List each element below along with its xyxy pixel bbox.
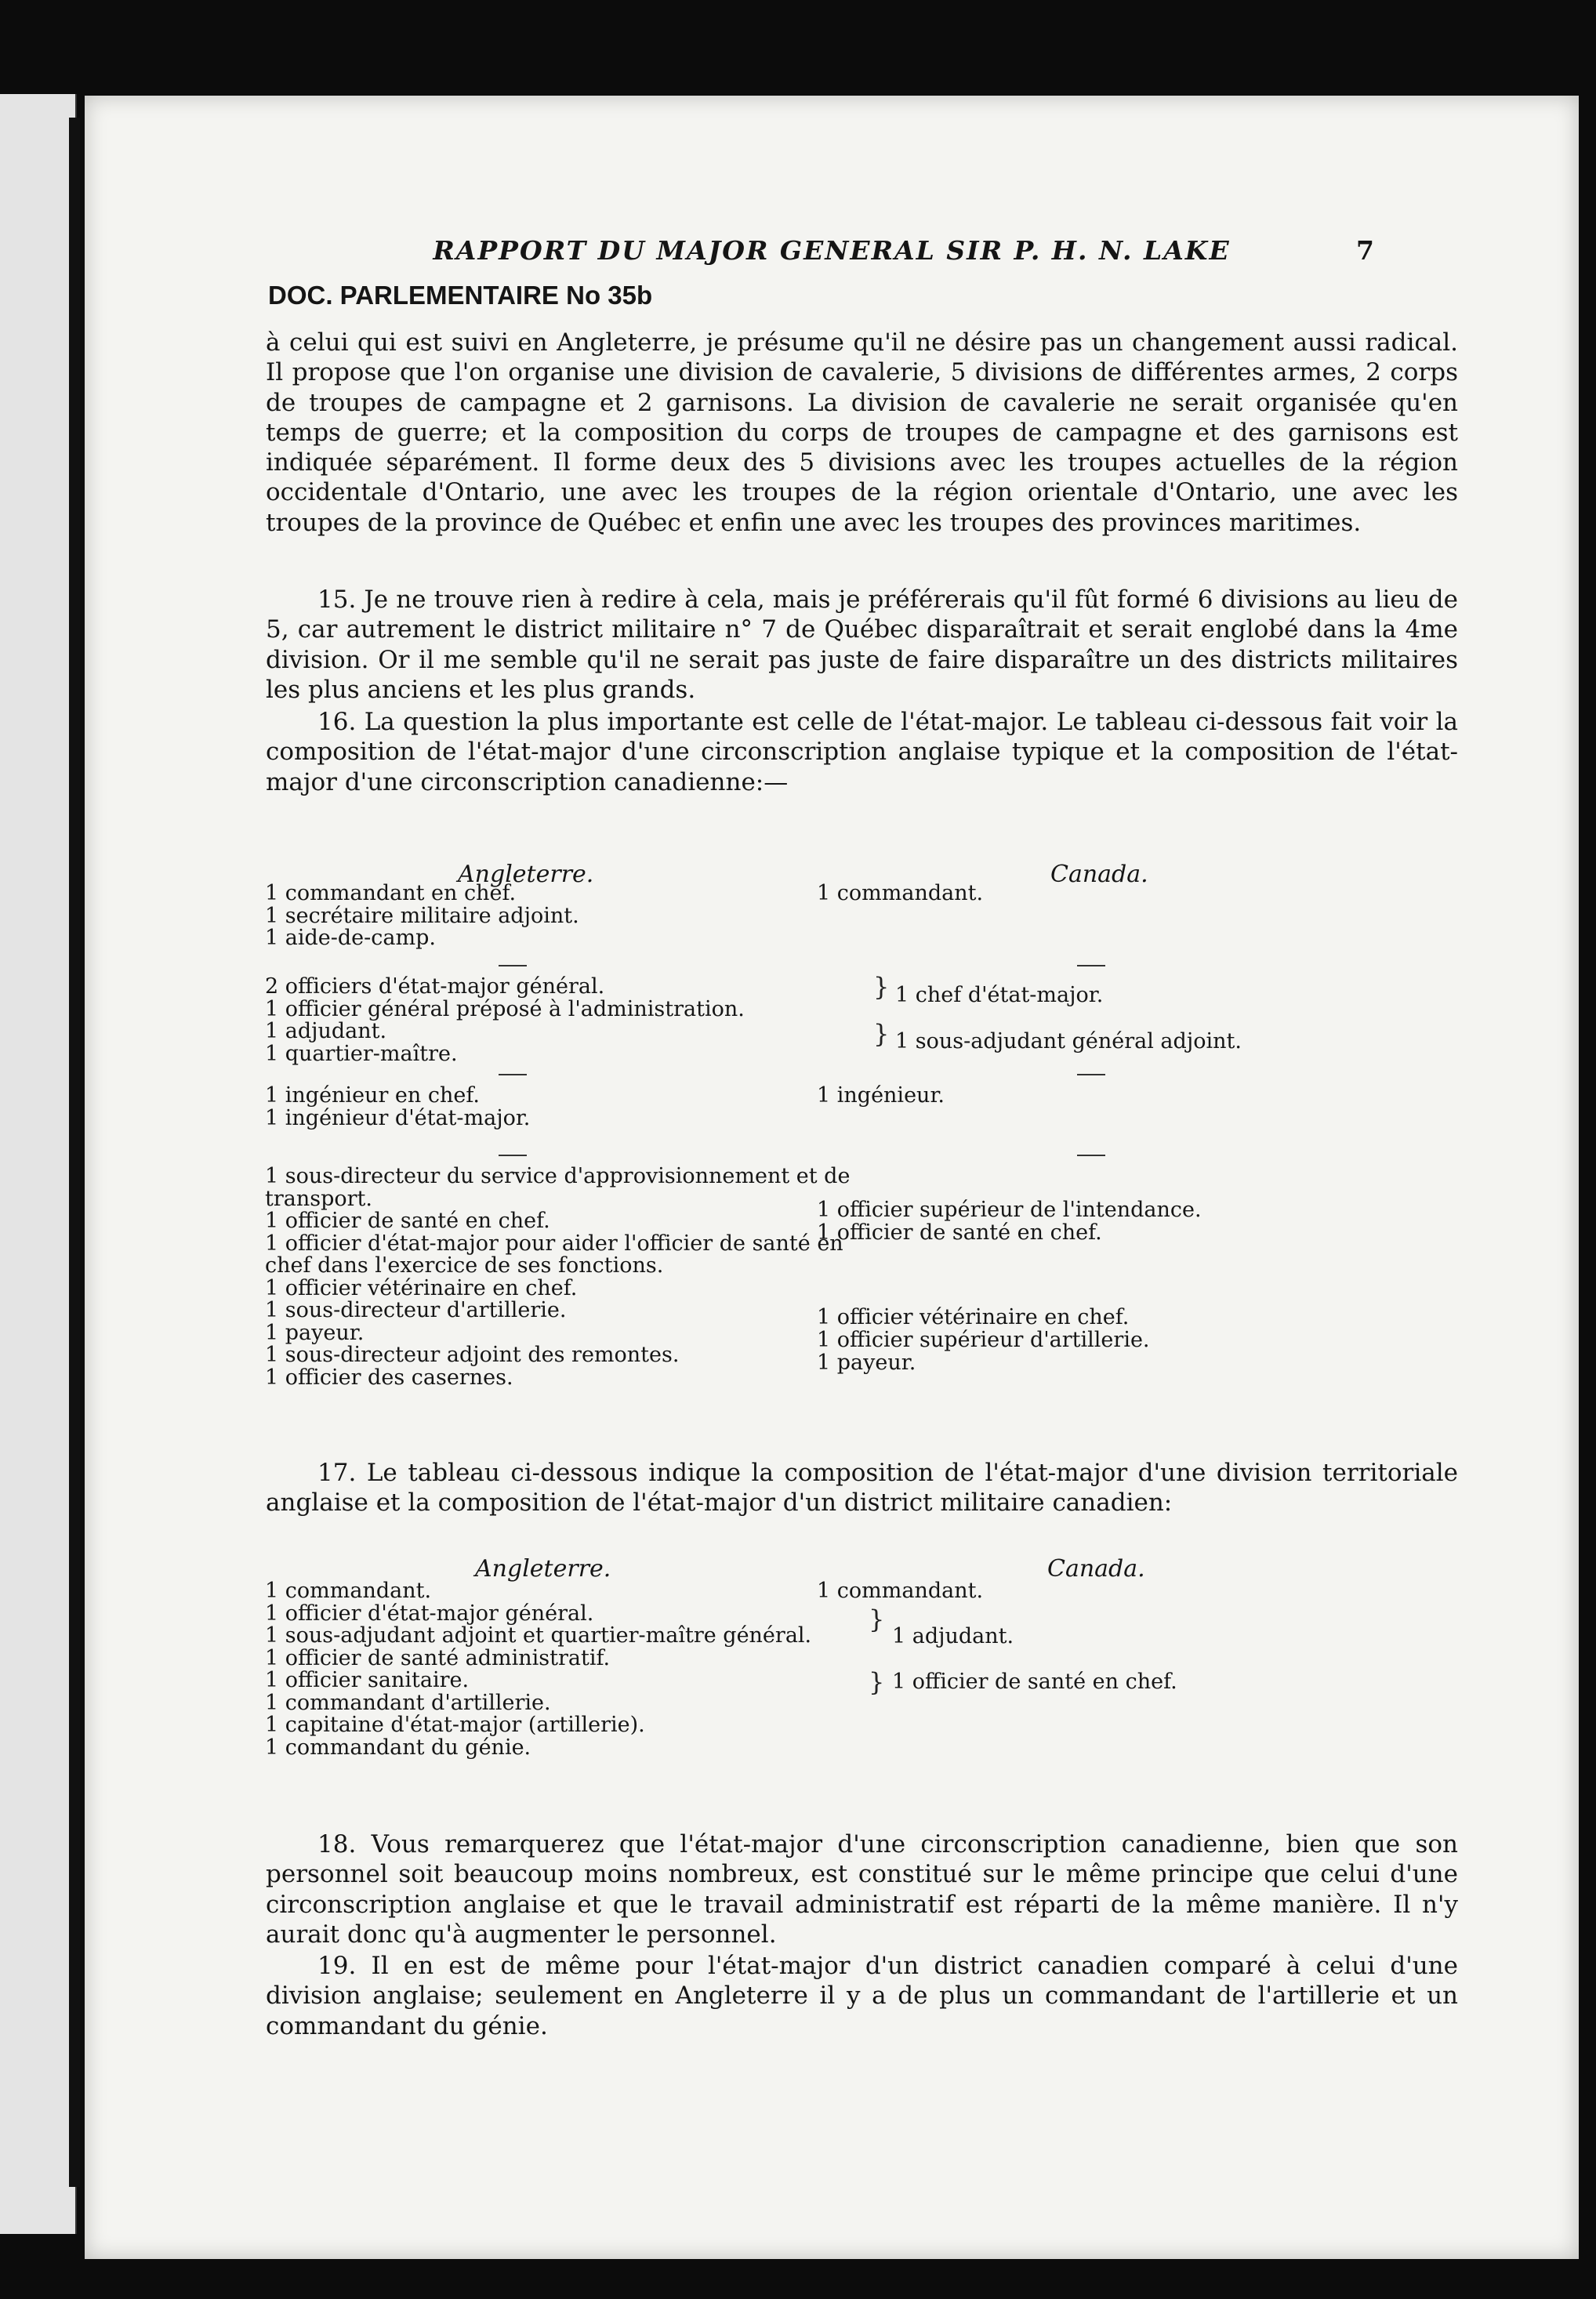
document-page [85,96,1579,2259]
table2-right-commandant: 1 commandant. [817,1579,984,1603]
table1-right-sous-adjudant: 1 sous-adjudant général adjoint. [895,1029,1242,1053]
list-item: 1 commandant en chef. [265,881,517,905]
list-item: 1 sous-directeur d'artillerie. [265,1298,567,1322]
binding-rule [69,118,80,2187]
separator [1077,1074,1105,1075]
list-item: 1 officier des casernes. [265,1365,513,1390]
paragraph-17: 17. Le tableau ci-dessous indique la composition de l'état-major d'une division territoriale anglaise et la composition de l'état-major d'un district militaire canadien: [266,1459,1458,1518]
table2-left-heading: Angleterre. [475,1555,611,1583]
paragraph-continuation: à celui qui est suivi en Angleterre, je présume qu'il ne désire pas un changement aussi radical. Il propose que l'on organise une division de cavalerie, 5 divisions de différentes armes, 2 corps de troupes de campagne et 2 garnisons. La division de cavalerie ne serait organisée qu'en temps de guerre; et la composition du corps de troupes de campagne et des garnisons est indiquée séparément. Il forme deux des 5 divisions avec les troupes actuelles de la région occidentale d'Ontario, une avec les troupes de la région orientale d'Ontario, une avec les troupes de la province de Québec et enfin une avec les troupes des provinces maritimes. [266,328,1458,537]
table1-left-group-4 [265,1166,892,1389]
running-title: RAPPORT DU MAJOR GENERAL SIR P. H. N. LAKE [433,235,1231,266]
list-item: 1 secrétaire militaire adjoint. [265,903,579,928]
list-item: 1 capitaine d'état-major (artillerie). [265,1713,645,1737]
table2-right-sante: 1 officier de santé en chef. [892,1670,1177,1694]
table2-right-heading: Canada. [1047,1555,1145,1583]
list-item: 1 commandant d'artillerie. [265,1690,551,1715]
list-item: 1 officier de santé administratif. [265,1645,611,1670]
list-item: 1 officier vétérinaire en chef. [265,1275,578,1300]
table1-right-heading: Canada. [1050,861,1148,888]
paragraph-15: 15. Je ne trouve rien à redire à cela, mais je préférerais qu'il fût formé 6 divisions au lieu de 5, car autrement le district militaire n° 7 de Québec disparaîtrait et serait englobé dans la 4me division. Or il me semble qu'il ne serait pas juste de faire disparaître un des districts militaires les plus anciens et les plus grands. [266,586,1458,704]
table1-left-group-3 [265,1085,892,1130]
separator [1077,1155,1105,1156]
list-item: 1 payeur. [265,1320,365,1345]
brace-mark: } [869,1667,885,1697]
table1-right-artillerie: 1 officier supérieur d'artillerie. [817,1328,1150,1352]
table1-right-commandant: 1 commandant. [817,881,984,905]
list-item: 1 officier d'état-major pour aider l'officier de santé en chef dans l'exercice de ses fonctions. [265,1231,843,1278]
list-item: 1 officier sanitaire. [265,1668,470,1692]
document-label: DOC. PARLEMENTAIRE No 35b [268,281,653,310]
list-item: 1 quartier-maître. [265,1041,458,1066]
list-item: 1 ingénieur en chef. [265,1083,480,1108]
table1-right-chef: 1 chef d'état-major. [895,983,1104,1007]
brace-mark: } [869,1605,885,1634]
paragraph-19: 19. Il en est de même pour l'état-major d'un district canadien comparé à celui d'une division anglaise; seulement en Angleterre il y a de plus un commandant de l'artillerie et un commandant du génie. [266,1952,1458,2040]
list-item: 1 officier de santé en chef. [265,1209,550,1233]
separator [1077,965,1105,966]
page-number: 7 [1356,235,1374,266]
table1-left-group-1 [265,883,892,950]
list-item: 2 officiers d'état-major général. [265,974,605,999]
brace-mark: } [873,1019,890,1049]
list-item: 1 commandant. [265,1579,432,1603]
table1-right-veterinaire: 1 officier vétérinaire en chef. [817,1305,1130,1329]
table1-right-sante: 1 officier de santé en chef. [817,1220,1102,1245]
separator [499,965,527,966]
separator [499,1074,527,1075]
list-item: 1 officier général préposé à l'administration. [265,996,745,1021]
table1-right-intendance: 1 officier supérieur de l'intendance. [817,1198,1202,1222]
list-item: 1 sous-directeur du service d'approvisionnement et de transport. [265,1164,851,1211]
separator [499,1155,527,1156]
list-item: 1 officier d'état-major général. [265,1601,594,1626]
list-item: 1 ingénieur d'état-major. [265,1105,531,1130]
list-item: 1 aide-de-camp. [265,926,436,950]
paragraph-18: 18. Vous remarquerez que l'état-major d'une circonscription canadienne, bien que son personnel soit beaucoup moins nombreux, est constitué sur le même principe que celui d'une circonscription anglaise et que le travail administratif est réparti de la même manière. Il n'y aurait donc qu'à augmenter le personnel. [266,1830,1458,1949]
list-item: 1 adjudant. [265,1019,387,1043]
paragraph-16: 16. La question la plus importante est celle de l'état-major. Le tableau ci-dessous fait voir la composition de l'état-major d'une circonscription anglaise typique et la composition de l'état-major d'une circonscription canadienne:— [266,708,1458,796]
list-item: 1 commandant du génie. [265,1735,531,1760]
list-item: 1 sous-adjudant adjoint et quartier-maître général. [265,1623,812,1648]
table1-right-payeur: 1 payeur. [817,1351,916,1375]
table1-left-heading: Angleterre. [458,861,594,888]
brace-mark: } [873,972,890,1002]
table1-right-ingenieur: 1 ingénieur. [817,1083,945,1108]
adjacent-page-edge [0,94,77,2234]
table1-left-group-2 [265,972,892,1066]
table2-left-list [265,1580,884,1759]
table2-right-adjudant: 1 adjudant. [892,1624,1014,1648]
list-item: 1 sous-directeur adjoint des remontes. [265,1343,680,1367]
